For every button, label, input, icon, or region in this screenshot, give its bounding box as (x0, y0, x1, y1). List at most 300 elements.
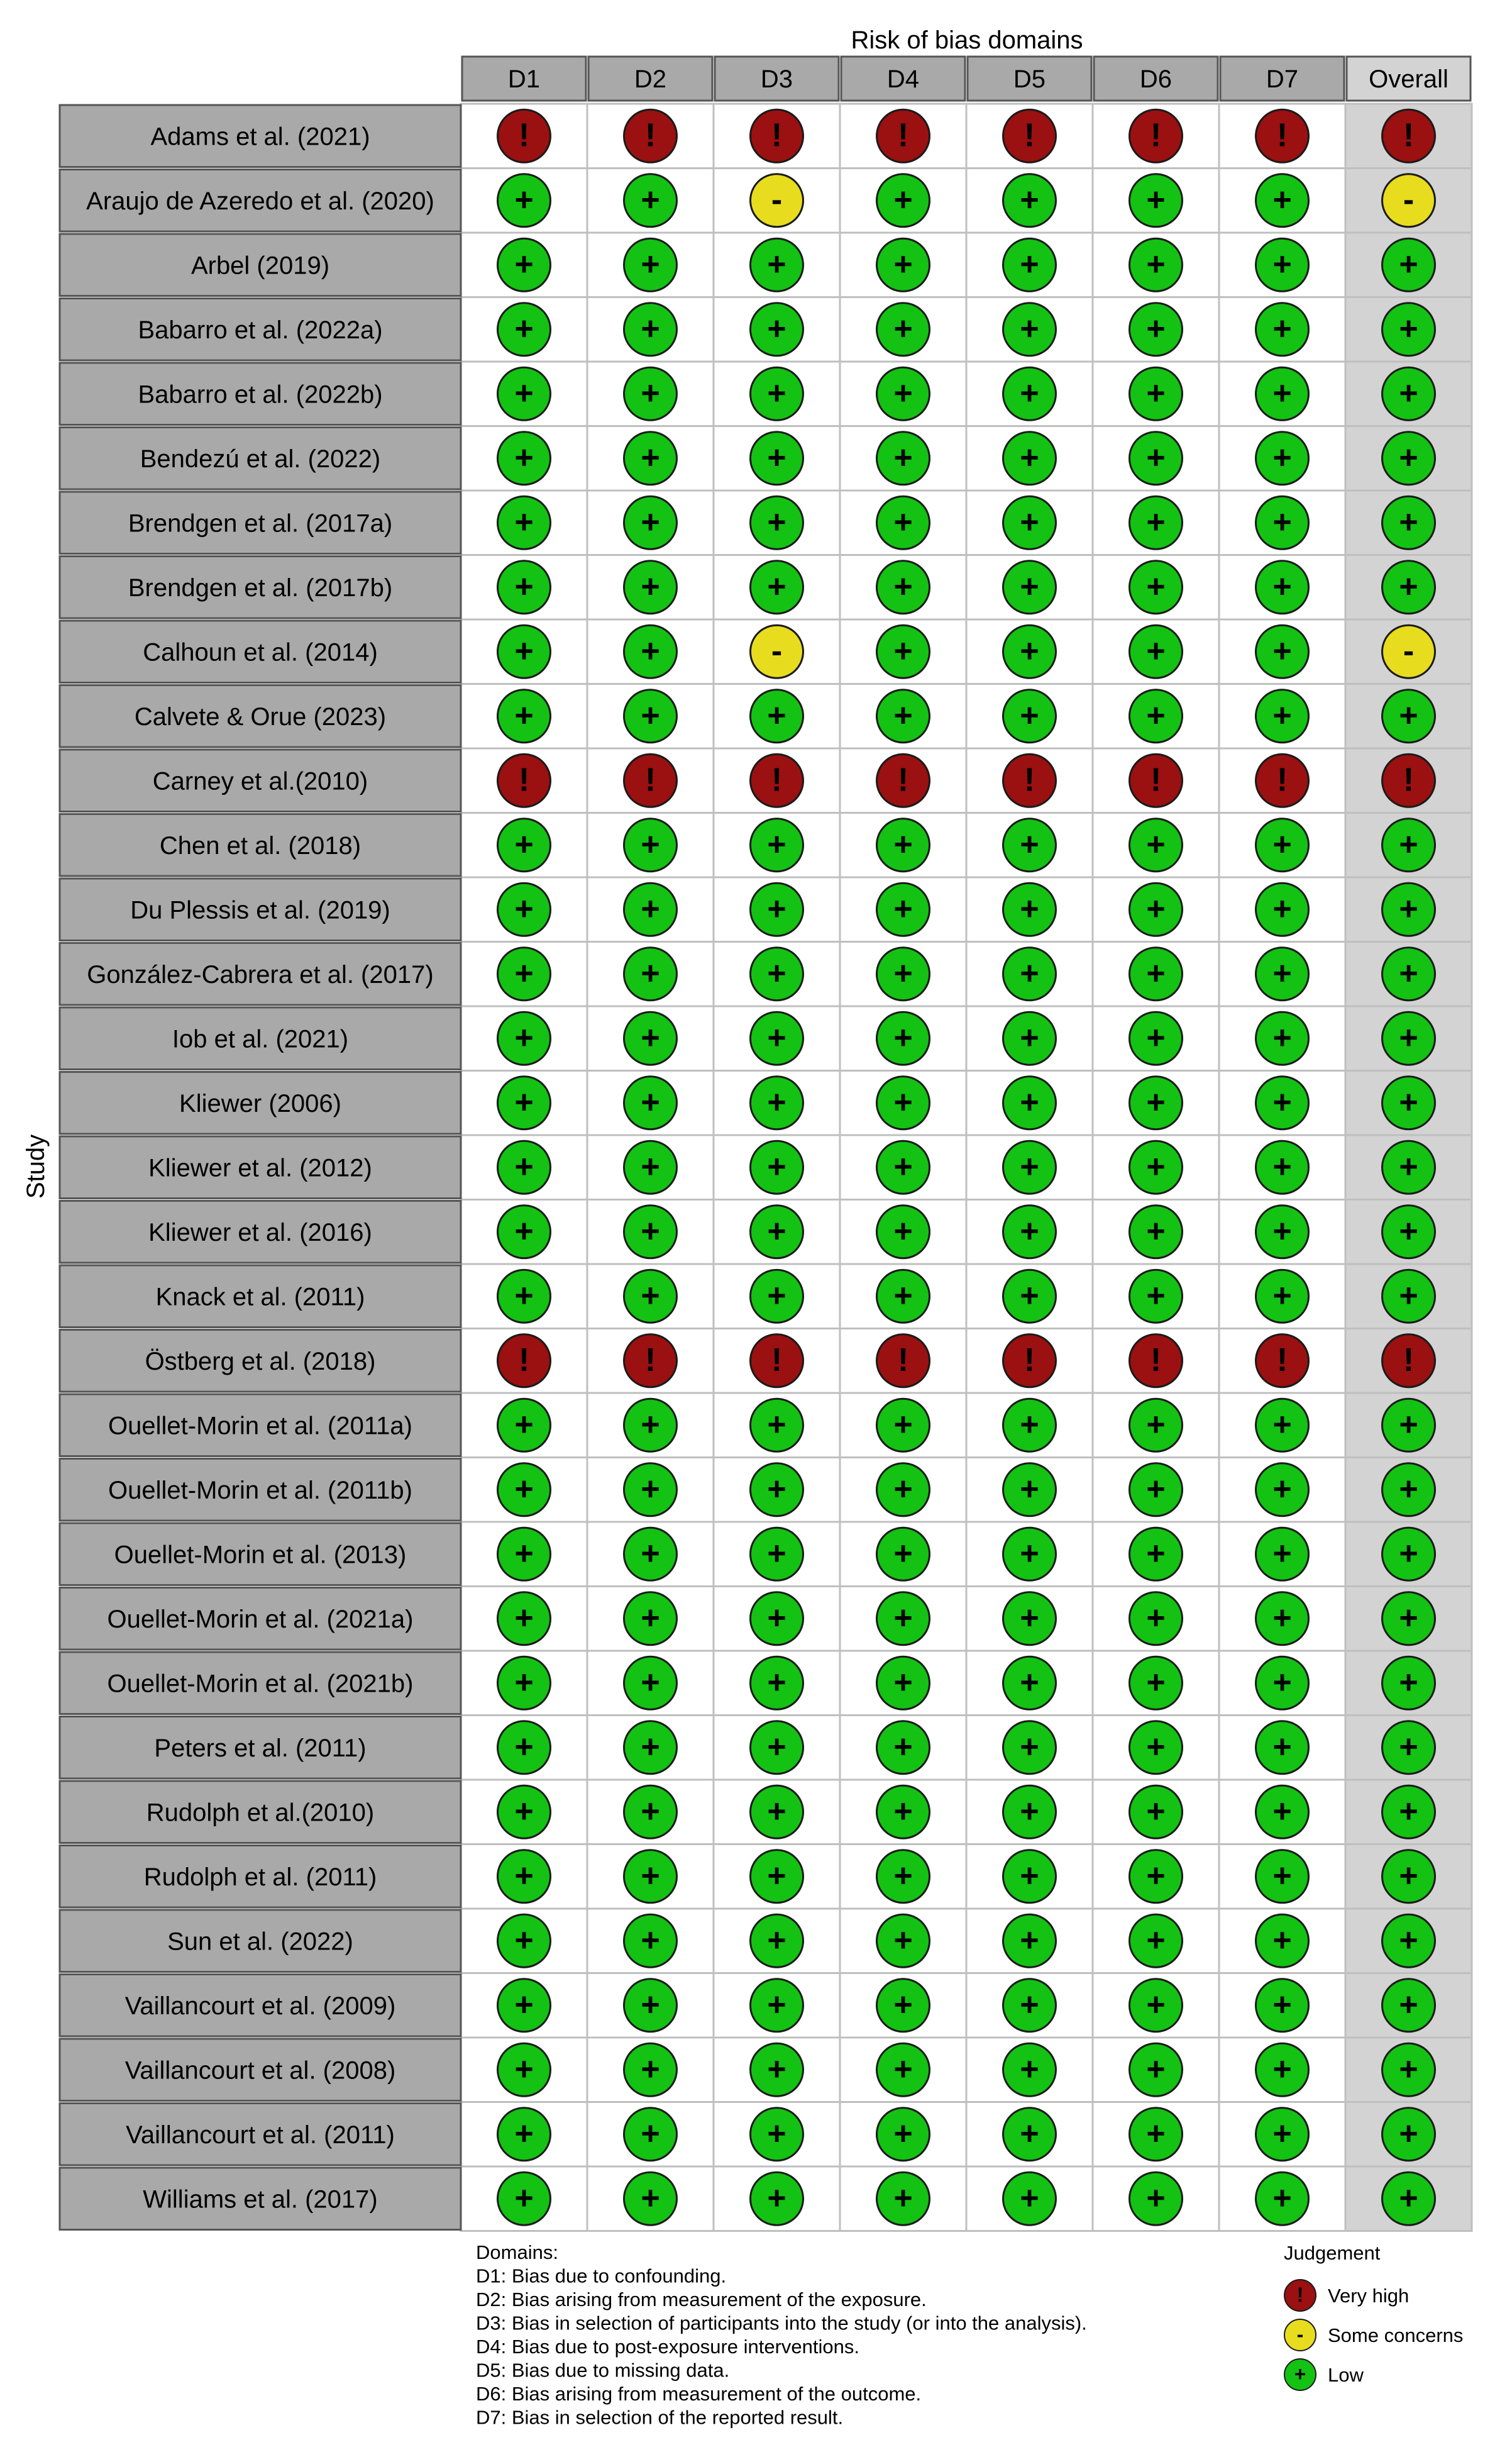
judgement-symbol: + (1399, 1470, 1418, 1507)
y-axis-label: Study (22, 1134, 50, 1199)
judgement-symbol: + (1272, 1406, 1292, 1443)
study-label: Williams et al. (2017) (143, 2185, 378, 2214)
judgement-symbol: + (1399, 1212, 1418, 1250)
judgement-symbol: + (893, 890, 913, 928)
judgement-symbol: + (514, 1470, 534, 1507)
study-label: Rudolph et al.(2010) (146, 1799, 375, 1827)
judgement-symbol: + (1399, 955, 1418, 992)
judgement-symbol: ! (1024, 1341, 1035, 1378)
study-label: Vaillancourt et al. (2008) (124, 2056, 396, 2085)
judgement-symbol: + (893, 439, 913, 476)
judgement-symbol: + (1399, 1986, 1418, 2023)
study-label: Adams et al. (2021) (150, 123, 370, 151)
judgement-symbol: + (641, 1793, 660, 1830)
judgement-symbol: + (641, 1148, 660, 1185)
judgement-symbol: + (767, 826, 786, 863)
judgement-symbol: + (1146, 1019, 1166, 1057)
legend-label: Low (1328, 2364, 1364, 2386)
judgement-symbol: + (1272, 181, 1292, 218)
judgement-symbol: + (1272, 1986, 1292, 2023)
study-label: Carney et al.(2010) (152, 767, 368, 796)
column-header-label: D2 (634, 65, 667, 93)
judgement-symbol: + (514, 439, 534, 476)
judgement-symbol: + (1399, 1599, 1418, 1636)
grid-layer (461, 104, 1472, 2231)
judgement-symbol: + (1146, 310, 1166, 347)
judgement-legend (1284, 2242, 1463, 2390)
judgement-symbol: + (1146, 1406, 1166, 1443)
study-label: Araujo de Azeredo et al. (2020) (86, 187, 434, 215)
study-row (60, 105, 1435, 167)
judgement-symbol: ! (518, 117, 530, 154)
judgement-symbol: ! (897, 762, 909, 799)
judgement-symbol: ! (518, 1341, 530, 1378)
judgement-symbol: + (641, 2051, 660, 2088)
judgement-symbol: + (641, 1922, 660, 1959)
study-label: Sun et al. (2022) (167, 1927, 353, 1956)
judgement-symbol: + (1399, 2115, 1418, 2152)
judgement-symbol: + (767, 1277, 786, 1314)
judgement-symbol: + (514, 1922, 534, 1959)
judgement-symbol: + (893, 1922, 913, 1959)
judgement-symbol: + (1272, 890, 1292, 928)
judgement-symbol: - (771, 633, 783, 670)
judgement-symbol: + (767, 439, 786, 476)
judgement-symbol: + (1146, 439, 1166, 476)
study-row (60, 1201, 1435, 1263)
judgement-symbol: + (1020, 310, 1039, 347)
judgement-symbol: + (1020, 504, 1039, 541)
judgement-symbol: ! (897, 117, 909, 154)
study-label: Brendgen et al. (2017a) (128, 509, 393, 538)
judgement-symbol: + (641, 1535, 660, 1572)
judgement-symbol: + (514, 1664, 534, 1701)
study-row (60, 1459, 1435, 1521)
judgement-symbol: + (767, 1148, 786, 1185)
domains-note-line: D4: Bias due to post-exposure interventions. (476, 2336, 860, 2358)
judgement-symbol: + (1146, 1535, 1166, 1572)
judgement-symbol: + (641, 1212, 660, 1250)
judgement-symbol: + (1272, 1793, 1292, 1830)
judgement-symbol: + (641, 1857, 660, 1894)
study-row (60, 234, 1435, 296)
judgement-symbol: + (893, 633, 913, 670)
judgement-symbol: + (514, 1084, 534, 1121)
judgement-symbol: ! (1403, 117, 1415, 154)
judgement-symbol: + (893, 1406, 913, 1443)
judgement-symbol: + (1272, 1084, 1292, 1121)
study-row (60, 170, 1435, 232)
judgement-symbol: + (1272, 826, 1292, 863)
judgement-symbol: + (1399, 1148, 1418, 1185)
judgement-symbol: ! (1150, 762, 1162, 799)
study-label: Kliewer et al. (2016) (148, 1218, 372, 1246)
judgement-symbol: + (1020, 1857, 1039, 1894)
judgement-symbol: + (1399, 439, 1418, 476)
judgement-symbol: + (893, 2180, 913, 2217)
judgement-symbol: + (767, 1406, 786, 1443)
judgement-symbol: + (641, 1406, 660, 1443)
judgement-symbol: + (514, 181, 534, 218)
judgement-symbol: + (641, 826, 660, 863)
judgement-symbol: + (641, 181, 660, 218)
study-label: Babarro et al. (2022a) (138, 316, 383, 344)
judgement-symbol: + (1146, 1599, 1166, 1636)
judgement-symbol: + (1272, 568, 1292, 605)
column-header-label: D1 (507, 65, 541, 93)
judgement-symbol: + (767, 697, 786, 734)
judgement-symbol: + (1020, 1406, 1039, 1443)
judgement-symbol: ! (1403, 1341, 1415, 1378)
column-header-label: D4 (886, 65, 920, 93)
judgement-symbol: + (1399, 826, 1418, 863)
judgement-symbol: + (893, 1793, 913, 1830)
judgement-symbol: ! (1276, 117, 1288, 154)
judgement-symbol: + (514, 1019, 534, 1057)
judgement-symbol: + (893, 826, 913, 863)
judgement-symbol: + (1272, 1277, 1292, 1314)
study-row (60, 299, 1435, 361)
judgement-symbol: ! (1276, 1341, 1288, 1378)
judgement-symbol: + (893, 504, 913, 541)
judgement-symbol: + (514, 375, 534, 412)
column-header-label: D7 (1266, 65, 1299, 93)
judgement-symbol: + (1399, 1922, 1418, 1959)
study-row (60, 1394, 1435, 1456)
judgement-symbol: + (767, 1793, 786, 1830)
judgement-symbol: + (514, 1277, 534, 1314)
chart-title: Risk of bias domains (851, 26, 1083, 54)
judgement-symbol: + (767, 310, 786, 347)
judgement-symbol: + (1272, 1535, 1292, 1572)
domains-note-line: D5: Bias due to missing data. (476, 2359, 730, 2382)
judgement-symbol: + (767, 2115, 786, 2152)
judgement-symbol: + (893, 375, 913, 412)
judgement-symbol: + (1272, 1857, 1292, 1894)
judgement-symbol: + (1272, 439, 1292, 476)
judgement-symbol: + (767, 1212, 786, 1250)
judgement-symbol: - (771, 181, 783, 218)
study-label: Kliewer (2006) (179, 1089, 341, 1118)
judgement-symbol: + (1146, 1212, 1166, 1250)
judgement-symbol: + (1146, 1857, 1166, 1894)
judgement-symbol: + (1272, 2051, 1292, 2088)
study-row (60, 1007, 1435, 1070)
judgement-symbol: + (514, 1148, 534, 1185)
judgement-symbol: + (893, 1148, 913, 1185)
study-label: Bendezú et al. (2022) (140, 445, 381, 473)
judgement-symbol: + (767, 890, 786, 928)
judgement-symbol: + (893, 1857, 913, 1894)
judgement-symbol: + (641, 1664, 660, 1701)
judgement-symbol: + (641, 2180, 660, 2217)
study-label: Ouellet-Morin et al. (2011a) (108, 1412, 412, 1440)
judgement-symbol: + (893, 1599, 913, 1636)
study-label: Du Plessis et al. (2019) (130, 896, 390, 924)
judgement-symbol: + (767, 2180, 786, 2217)
legend-symbol: - (1296, 2323, 1304, 2346)
domains-note-line: D2: Bias arising from measurement of the exposure. (476, 2288, 927, 2310)
study-label: Babarro et al. (2022b) (138, 380, 383, 409)
judgement-symbol: + (1399, 1664, 1418, 1701)
domains-note (476, 2241, 1087, 2429)
judgement-symbol: + (514, 2051, 534, 2088)
judgement-symbol: + (1272, 1922, 1292, 1959)
judgement-symbol: + (1020, 439, 1039, 476)
judgement-symbol: + (641, 1019, 660, 1057)
judgement-symbol: + (1146, 1470, 1166, 1507)
study-row (60, 2168, 1435, 2230)
judgement-symbol: + (1272, 1148, 1292, 1185)
judgement-symbol: + (1272, 504, 1292, 541)
judgement-symbol: + (1272, 1019, 1292, 1057)
judgement-symbol: + (1146, 2051, 1166, 2088)
judgement-symbol: + (514, 1857, 534, 1894)
judgement-symbol: + (893, 1986, 913, 2023)
judgement-symbol: + (1272, 1599, 1292, 1636)
judgement-symbol: + (514, 890, 534, 928)
judgement-symbol: + (1146, 1986, 1166, 2023)
judgement-symbol: + (514, 2115, 534, 2152)
judgement-symbol: + (641, 439, 660, 476)
judgement-symbol: + (641, 2115, 660, 2152)
judgement-symbol: + (1020, 2051, 1039, 2088)
study-row (60, 1136, 1435, 1199)
judgement-symbol: + (1020, 1599, 1039, 1636)
judgement-symbol: ! (1150, 1341, 1162, 1378)
judgement-symbol: + (1020, 1212, 1039, 1250)
judgement-symbol: + (1146, 246, 1166, 283)
judgement-symbol: + (1146, 1277, 1166, 1314)
judgement-symbol: + (641, 890, 660, 928)
study-label: Vaillancourt et al. (2011) (126, 2121, 395, 2149)
judgement-symbol: + (1146, 1793, 1166, 1830)
judgement-symbol: + (767, 504, 786, 541)
judgement-symbol: + (1020, 2115, 1039, 2152)
judgement-symbol: + (767, 1922, 786, 1959)
judgement-symbol: + (641, 1728, 660, 1765)
judgement-symbol: + (514, 955, 534, 992)
judgement-symbol: + (1020, 697, 1039, 734)
judgement-symbol: + (1399, 1793, 1418, 1830)
judgement-symbol: + (641, 955, 660, 992)
judgement-symbol: + (514, 1212, 534, 1250)
column-header-label: D6 (1139, 65, 1173, 93)
judgement-symbol: + (1399, 1857, 1418, 1894)
judgement-symbol: + (1399, 1535, 1418, 1572)
judgement-symbol: + (1146, 890, 1166, 928)
judgement-symbol: + (1020, 890, 1039, 928)
judgement-symbol: + (1146, 955, 1166, 992)
judgement-symbol: + (1146, 181, 1166, 218)
judgement-symbol: + (514, 1535, 534, 1572)
judgement-symbol: + (893, 246, 913, 283)
judgement-symbol: + (893, 1212, 913, 1250)
judgement-symbol: + (514, 310, 534, 347)
judgement-symbol: + (1146, 1664, 1166, 1701)
study-row (60, 1975, 1435, 2037)
study-row (60, 1910, 1435, 1972)
judgement-symbol: + (641, 375, 660, 412)
study-label: González-Cabrera et al. (2017) (87, 960, 434, 989)
judgement-symbol: + (1399, 2051, 1418, 2088)
judgement-symbol: + (1399, 1406, 1418, 1443)
judgement-symbol: + (1146, 1728, 1166, 1765)
domains-note-line: D3: Bias in selection of participants into the study (or into the analysis). (476, 2312, 1087, 2334)
study-row (60, 750, 1435, 812)
judgement-symbol: ! (644, 762, 656, 799)
study-row (60, 1846, 1435, 1908)
study-label: Ouellet-Morin et al. (2021b) (107, 1670, 414, 1698)
judgement-symbol: + (893, 1019, 913, 1057)
study-row (60, 621, 1435, 683)
study-row (60, 557, 1435, 619)
study-row (60, 1652, 1435, 1714)
judgement-symbol: + (1020, 1664, 1039, 1701)
judgement-symbol: + (1146, 2180, 1166, 2217)
judgement-symbol: + (641, 246, 660, 283)
domains-note-line: D6: Bias arising from measurement of the outcome. (476, 2383, 922, 2405)
judgement-symbol: ! (771, 1341, 783, 1378)
legend-title: Judgement (1284, 2242, 1381, 2264)
judgement-symbol: ! (644, 117, 656, 154)
judgement-symbol: + (1272, 697, 1292, 734)
study-row (60, 1717, 1435, 1779)
judgement-symbol: + (514, 2180, 534, 2217)
judgement-symbol: + (1020, 633, 1039, 670)
judgement-symbol: + (1399, 1277, 1418, 1314)
study-label: Kliewer et al. (2012) (148, 1154, 372, 1182)
study-label: Ouellet-Morin et al. (2021a) (107, 1605, 414, 1633)
judgement-symbol: + (1020, 1084, 1039, 1121)
judgement-symbol: + (1399, 504, 1418, 541)
judgement-symbol: + (514, 568, 534, 605)
judgement-symbol: + (1399, 568, 1418, 605)
judgement-symbol: + (1020, 826, 1039, 863)
study-label: Östberg et al. (2018) (145, 1347, 376, 1375)
study-label: Peters et al. (2011) (154, 1734, 367, 1762)
judgement-symbol: + (1020, 246, 1039, 283)
judgement-symbol: + (1146, 504, 1166, 541)
judgement-symbol: + (1020, 1986, 1039, 2023)
judgement-symbol: + (1399, 246, 1418, 283)
judgement-symbol: + (514, 1599, 534, 1636)
judgement-symbol: + (767, 568, 786, 605)
judgement-symbol: + (767, 1535, 786, 1572)
judgement-symbol: + (1020, 1148, 1039, 1185)
judgement-symbol: + (641, 310, 660, 347)
judgement-symbol: + (514, 826, 534, 863)
study-label: Ouellet-Morin et al. (2013) (114, 1541, 407, 1569)
study-row (60, 879, 1435, 941)
judgement-symbol: + (893, 181, 913, 218)
judgement-symbol: + (514, 1793, 534, 1830)
judgement-symbol: + (767, 955, 786, 992)
judgement-symbol: ! (644, 1341, 656, 1378)
domains-note-line: D1: Bias due to confounding. (476, 2265, 727, 2287)
judgement-symbol: ! (1276, 762, 1288, 799)
judgement-symbol: + (641, 1986, 660, 2023)
judgement-symbol: + (1272, 246, 1292, 283)
judgement-symbol: + (767, 1084, 786, 1121)
judgement-symbol: - (1403, 181, 1415, 218)
study-row (60, 1330, 1435, 1392)
judgement-symbol: + (1399, 890, 1418, 928)
judgement-symbol: + (1146, 375, 1166, 412)
judgement-symbol: + (1272, 310, 1292, 347)
judgement-symbol: + (893, 1535, 913, 1572)
judgement-symbol: + (1399, 310, 1418, 347)
judgement-symbol: + (893, 1728, 913, 1765)
judgement-symbol: + (893, 1084, 913, 1121)
study-row (60, 428, 1435, 490)
domains-note-title: Domains: (476, 2241, 558, 2263)
judgement-symbol: + (1146, 1084, 1166, 1121)
legend-symbol: ! (1296, 2283, 1304, 2306)
study-row (60, 1523, 1435, 1585)
judgement-symbol: + (641, 1277, 660, 1314)
judgement-symbol: + (1272, 1212, 1292, 1250)
judgement-symbol: + (514, 697, 534, 734)
judgement-symbol: + (1146, 2115, 1166, 2152)
judgement-symbol: + (1146, 1922, 1166, 1959)
judgement-symbol: ! (518, 762, 530, 799)
judgement-symbol: + (514, 1986, 534, 2023)
judgement-symbol: + (1020, 1535, 1039, 1572)
judgement-symbol: + (1020, 1277, 1039, 1314)
judgement-symbol: + (1020, 375, 1039, 412)
judgement-symbol: + (1146, 633, 1166, 670)
legend-label: Some concerns (1328, 2324, 1464, 2346)
study-label: Knack et al. (2011) (155, 1283, 365, 1311)
study-row (60, 2104, 1435, 2166)
judgement-symbol: + (1020, 1922, 1039, 1959)
judgement-symbol: + (1020, 1728, 1039, 1765)
judgement-symbol: + (1146, 697, 1166, 734)
judgement-symbol: + (1399, 1084, 1418, 1121)
judgement-symbol: + (767, 1019, 786, 1057)
judgement-symbol: + (767, 1857, 786, 1894)
judgement-symbol: + (767, 1986, 786, 2023)
judgement-symbol: + (1399, 1019, 1418, 1057)
study-row (60, 2039, 1435, 2101)
judgement-symbol: + (767, 375, 786, 412)
judgement-symbol: + (893, 310, 913, 347)
judgement-symbol: ! (1403, 762, 1415, 799)
study-label: Brendgen et al. (2017b) (128, 574, 393, 602)
judgement-symbol: + (767, 1599, 786, 1636)
judgement-symbol: + (767, 1470, 786, 1507)
judgement-symbol: + (1020, 568, 1039, 605)
judgement-symbol: + (893, 955, 913, 992)
judgement-symbol: + (893, 1664, 913, 1701)
judgement-symbol: + (514, 1406, 534, 1443)
study-row (60, 363, 1435, 425)
judgement-symbol: + (1399, 697, 1418, 734)
judgement-symbol: + (1272, 633, 1292, 670)
study-label: Chen et al. (2018) (159, 831, 361, 860)
judgement-symbol: ! (1024, 762, 1035, 799)
judgement-symbol: ! (771, 762, 783, 799)
judgement-symbol: + (1020, 1470, 1039, 1507)
judgement-symbol: + (514, 246, 534, 283)
judgement-symbol: + (893, 1277, 913, 1314)
study-label: Vaillancourt et al. (2009) (124, 1992, 396, 2020)
study-label: Rudolph et al. (2011) (143, 1863, 377, 1891)
study-row (60, 1781, 1435, 1843)
judgement-symbol: ! (1024, 117, 1035, 154)
judgement-symbol: + (1020, 1793, 1039, 1830)
